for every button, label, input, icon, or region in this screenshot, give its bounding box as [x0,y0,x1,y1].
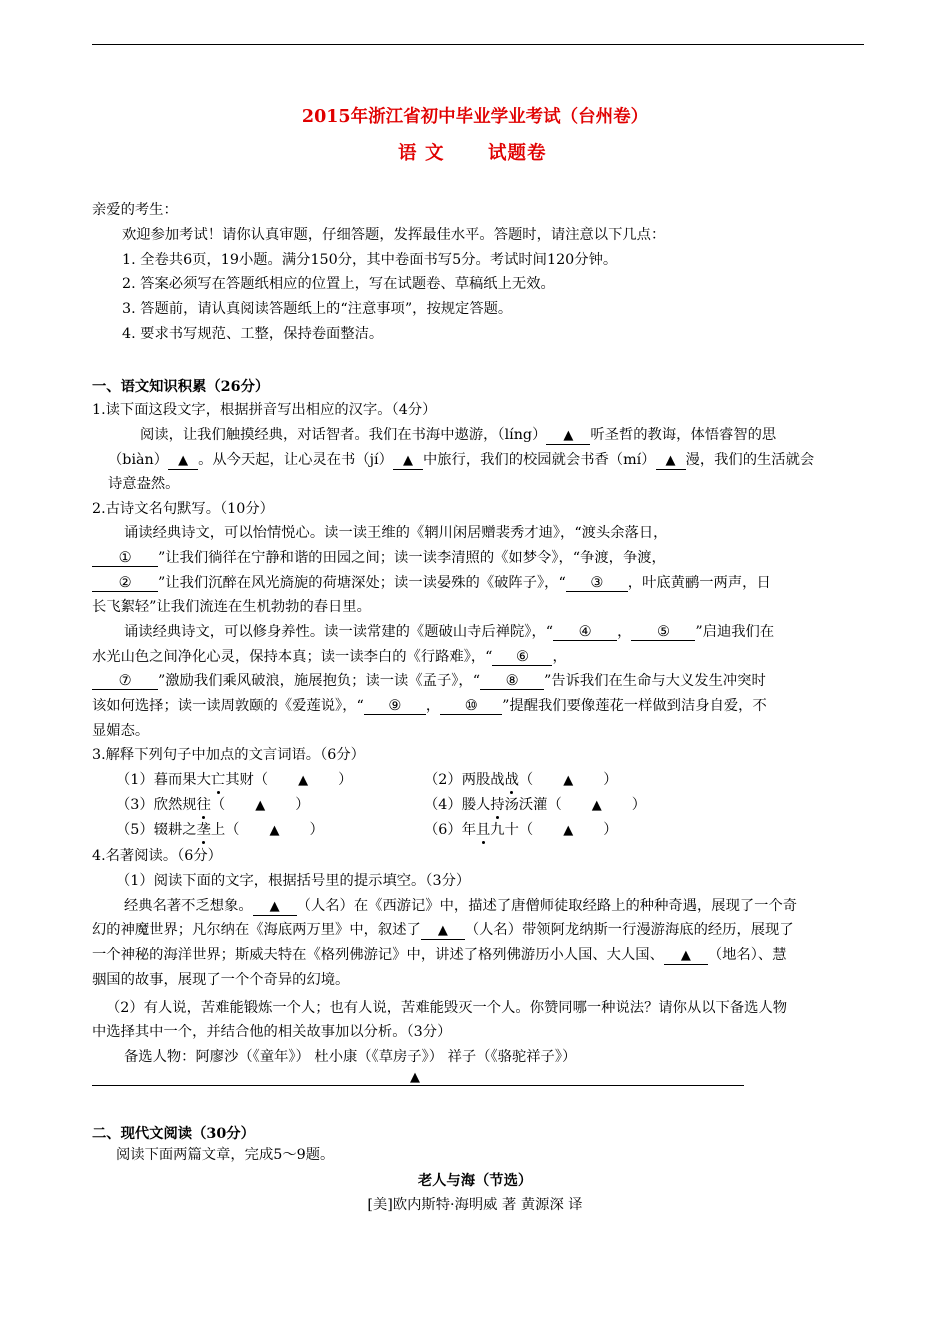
answer-blank[interactable] [656,452,686,470]
triangle-icon: ▲ [269,823,280,838]
answer-blank[interactable]: ① [92,550,158,567]
answer-blank[interactable] [393,452,423,470]
q2-line: 水光山色之间净化心灵，保持本真；读一读李白的《行路难》，“ ⑥ ， [92,649,567,665]
q4-line: 中选择其中一个，并结合他的相关故事加以分析。（3分） [92,1024,452,1040]
paper-label: 试题卷 [488,143,547,164]
answer-line[interactable] [92,1085,744,1086]
article-byline: [美]欧内斯特·海明威 著 黄源深 译 [367,1197,583,1213]
q4-line: 骃国的故事，展现了一个个奇异的幻境。 [92,972,350,988]
triangle-icon: ▲ [298,773,309,788]
q2-line: ② ”让我们沉醉在风光旖旎的荷塘深处；读一读晏殊的《破阵子》，“ ③ ，叶底黄鹂一两声，日 [92,573,771,593]
triangle-icon: ▲ [410,1070,420,1085]
header-rule [92,44,864,45]
q4-line: 经典名著不乏想象。 ▲ （人名）在《西游记》中，描述了唐僧师徒取经路上的种种奇遇，展现了一个奇 [124,898,798,914]
question-stem: 3.解释下列句子中加点的文言词语。（6分） [92,747,365,763]
q1-line: （biàn） ▲ 。从今天起，让心灵在书（jí） ▲ 中旅行，我们的校园就会书香（mí） ▲ 漫，我们的生活就会 [108,452,815,468]
q2-line: ⑦ ”激励我们乘风破浪，施展抱负；读一读《孟子》，“ ⑧ ”告诉我们在生命与大义发生冲突时 [92,671,766,691]
q2-line: 长飞絮轻”让我们流连在生机勃勃的春日里。 [92,599,371,615]
question-stem: 4.名著阅读。（6分） [92,848,222,864]
triangle-icon: ▲ [680,948,691,963]
triangle-icon: ▲ [255,798,266,813]
q3-item: （6）年且九十（ ▲ ） [424,822,618,838]
section-heading: 二、现代文阅读（30分） [92,1126,255,1142]
question-stem: 2.古诗文名句默写。（10分） [92,501,274,517]
answer-blank[interactable]: ⑦ [92,673,158,690]
note-item: 1. 全卷共6页，19小题。满分150分，其中卷面书写5分。考试时间120分钟。 [122,252,618,268]
candidate-list: 备选人物：阿廖沙（《童年》） 杜小康（《草房子》） 祥子（《骆驼祥子》） [124,1049,577,1065]
q2-line: 诵读经典诗文，可以修身养性。读一读常建的《题破山寺后禅院》，“ ④ ， ⑤ ”启迪我们在 [124,624,775,640]
section-heading: 一、语文知识积累（26分） [92,379,270,395]
q2-line: ① ”让我们徜徉在宁静和谐的田园之间；读一读李清照的《如梦令》，“争渡，争渡， [92,548,666,568]
q2-line: 该如何选择；读一读周敦颐的《爱莲说》，“ ⑨ ， ⑩ ”提醒我们要像莲花一样做到洁身自爱，不 [92,698,767,714]
triangle-icon: ▲ [402,453,413,468]
answer-blank[interactable]: ③ [566,575,628,592]
answer-blank[interactable]: ② [92,575,158,592]
answer-blank[interactable] [421,922,465,940]
article-title: 老人与海（节选） [417,1173,533,1189]
answer-blank[interactable]: ⑥ [492,649,552,666]
q4-sub: （1）阅读下面的文字，根据括号里的提示填空。（3分） [116,873,471,889]
triangle-icon: ▲ [591,798,602,813]
triangle-icon: ▲ [665,453,676,468]
q4-line: 幻的神魔世界；凡尔纳在《海底两万里》中，叙述了 ▲ （人名）带领阿龙纳斯一行漫游海底的经历，展现了 [92,922,794,938]
q1-line: 阅读，让我们触摸经典，对话智者。我们在书海中遨游，（líng） ▲ 听圣哲的教诲，体悟睿智的思 [140,427,777,443]
q3-item: （5）辍耕之垄上（ ▲ ） [116,822,324,838]
q3-item: （3）欣然规往（ ▲ ） [116,797,310,813]
subject-label: 语 文 [398,143,445,164]
question-stem: 1.读下面这段文字，根据拼音写出相应的汉字。（4分） [92,402,437,418]
q4-sub: （2）有人说，苦难能锻炼一个人；也有人说，苦难能毁灭一个人。你赞同哪一种说法？请你从以下备选人物 [106,1000,788,1016]
q3-item: （2）两股战战（ ▲ ） [424,772,618,788]
q1-line: 诗意盎然。 [108,476,180,492]
reading-instruction: 阅读下面两篇文章，完成5～9题。 [116,1147,335,1163]
q3-item: （4）媵人持汤沃灌（ ▲ ） [424,797,647,813]
exam-title: 2015年浙江省初中毕业学业考试（台州卷） [301,107,649,127]
answer-blank[interactable] [546,427,590,445]
q2-line: 诵读经典诗文，可以怡情悦心。读一读王维的《辋川闲居赠裴秀才迪》，“渡头余落日， [124,525,668,541]
answer-blank[interactable]: ⑧ [480,673,544,690]
q3-item: （1）暮而果大亡其财（ ▲ ） [116,772,353,788]
answer-blank[interactable] [168,452,198,470]
triangle-icon: ▲ [269,899,280,914]
greeting: 亲爱的考生： [92,202,178,218]
triangle-icon: ▲ [563,773,574,788]
note-item: 3. 答题前，请认真阅读答题纸上的“注意事项”，按规定答题。 [122,301,513,317]
note-item: 4. 要求书写规范、工整，保持卷面整洁。 [122,326,384,342]
triangle-icon: ▲ [563,823,574,838]
answer-blank[interactable]: ⑩ [440,698,502,715]
answer-blank[interactable] [664,947,708,965]
note-item: 2. 答案必须写在答题纸相应的位置上，写在试题卷、草稿纸上无效。 [122,276,555,292]
q4-line: 一个神秘的海洋世界；斯威夫特在《格列佛游记》中，讲述了格列佛游历小人国、大人国、 ▲ （地名）、慧 [92,947,787,963]
welcome-text: 欢迎参加考试！请你认真审题，仔细答题，发挥最佳水平。答题时，请注意以下几点： [122,227,666,243]
triangle-icon: ▲ [563,428,574,443]
answer-blank[interactable]: ⑤ [631,624,695,641]
triangle-icon: ▲ [178,453,189,468]
answer-blank[interactable] [253,898,297,916]
answer-blank[interactable]: ⑨ [364,698,426,715]
answer-blank[interactable]: ④ [553,624,617,641]
triangle-icon: ▲ [437,923,448,938]
q2-line: 显媚态。 [92,723,150,739]
